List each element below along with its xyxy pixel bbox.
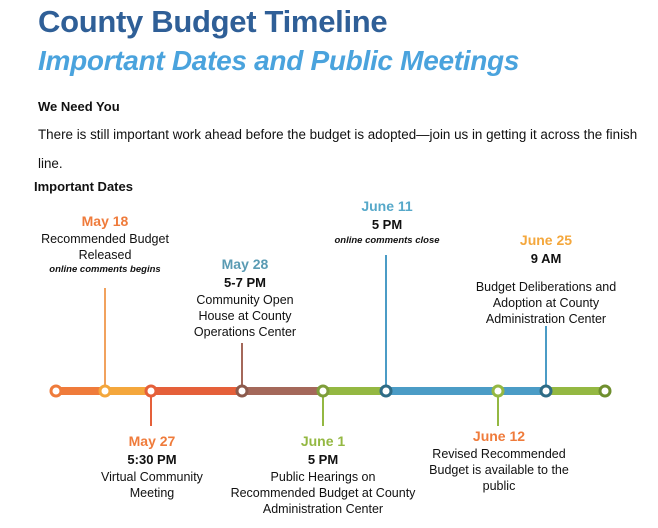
- event-time: 9 AM: [530, 251, 562, 266]
- event-date: May 27: [128, 433, 176, 449]
- event-description: Budget Deliberations and Adoption at County Administration Center: [475, 280, 617, 326]
- timeline-node-may-28: [237, 386, 247, 396]
- intro-heading: We Need You: [38, 99, 120, 114]
- event-time: 5 PM: [371, 217, 403, 232]
- important-dates-heading: Important Dates: [34, 179, 133, 194]
- event-description: Public Hearings on Recommended Budget at County Administration Center: [230, 470, 416, 516]
- event-date: June 25: [519, 232, 573, 248]
- timeline-node-start: [51, 386, 61, 396]
- timeline-node-june-1: [318, 386, 328, 396]
- event-time: 5 PM: [307, 452, 339, 467]
- event-note: online comments close: [334, 235, 440, 246]
- event-date: June 1: [300, 433, 346, 449]
- event-date: May 28: [221, 256, 269, 272]
- page-title: County Budget Timeline: [38, 4, 388, 39]
- intro-text: There is still important work ahead before the budget is adopted—join us in getting it across the finish line.: [38, 127, 638, 171]
- page-subtitle: Important Dates and Public Meetings: [38, 45, 520, 76]
- event-may-28: [184, 255, 306, 340]
- timeline-node-june-12: [493, 386, 503, 396]
- timeline-node-may-27: [146, 386, 156, 396]
- timeline-node-june-11: [381, 386, 391, 396]
- event-time: 5:30 PM: [127, 452, 177, 467]
- event-may-27: [96, 432, 208, 501]
- timeline-node-end: [600, 386, 610, 396]
- event-june-11: [322, 197, 452, 248]
- timeline-node-june-25: [541, 386, 551, 396]
- event-june-12: [424, 427, 574, 494]
- event-date: June 11: [361, 198, 413, 214]
- event-description: Recommended Budget Released: [41, 232, 169, 262]
- event-note: online comments begins: [49, 264, 161, 275]
- event-description: Revised Recommended Budget is available to the public: [429, 447, 569, 493]
- event-may-18: [20, 212, 190, 277]
- timeline-node-may-18: [100, 386, 110, 396]
- event-date: May 18: [81, 213, 129, 229]
- event-june-1: [230, 432, 416, 517]
- event-description: Community Open House at County Operations Center: [193, 293, 297, 339]
- event-june-25: [466, 231, 626, 327]
- event-time: 5-7 PM: [224, 275, 266, 290]
- event-date: June 12: [472, 428, 526, 444]
- event-description: Virtual Community Meeting: [101, 470, 203, 500]
